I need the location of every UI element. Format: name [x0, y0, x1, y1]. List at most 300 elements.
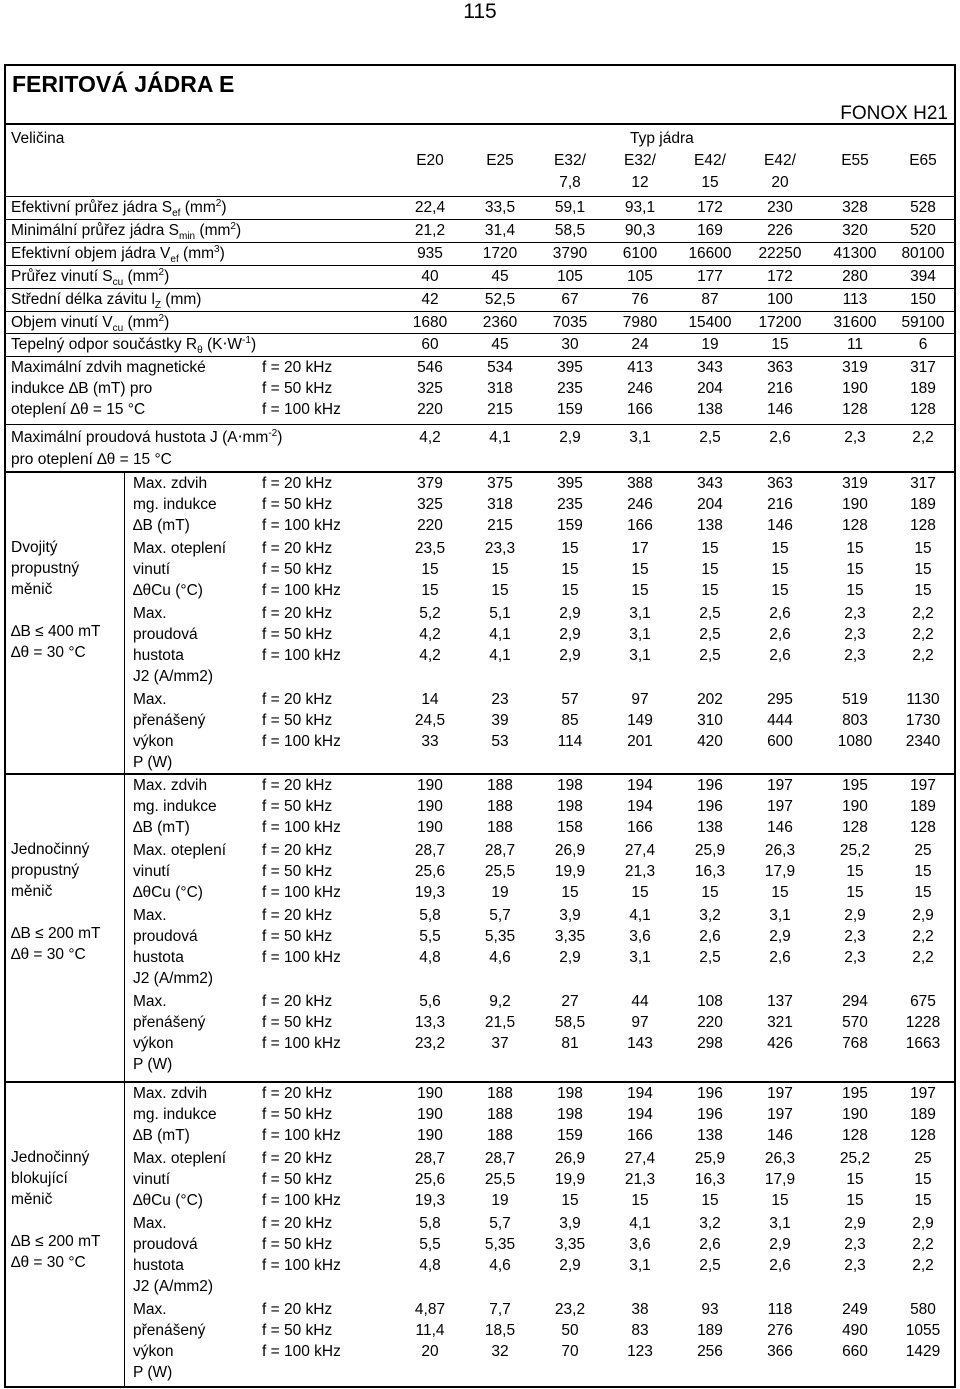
column-header: E65 [909, 152, 937, 169]
value-cell: 317 [910, 475, 936, 492]
value-cell: 166 [627, 517, 653, 534]
frequency-label: f = 50 kHz [262, 1236, 333, 1253]
value-cell: 38 [631, 1301, 649, 1318]
value-cell: 7980 [622, 313, 658, 331]
value-cell: 3,1 [629, 605, 651, 622]
sub-parameter-label: vinutí [133, 863, 171, 880]
converter-name: měnič [11, 1191, 53, 1208]
value-cell: 15 [846, 582, 864, 599]
value-cell: 15 [561, 540, 579, 557]
value-cell: 363 [767, 475, 793, 492]
value-cell: 188 [487, 1127, 513, 1144]
sub-parameter-label: J2 (A/mm2) [133, 668, 214, 685]
value-cell: 294 [842, 993, 868, 1010]
sub-parameter-label: přenášený [133, 712, 206, 729]
value-cell: 2,2 [912, 626, 934, 643]
value-cell: 2,9 [559, 647, 581, 664]
subscript: ef [170, 253, 179, 265]
value-cell: 295 [767, 691, 793, 708]
value-cell: 4,1 [489, 626, 511, 643]
value-cell: 15 [631, 582, 649, 599]
frequency-label: f = 50 kHz [262, 561, 333, 578]
value-cell: 40 [421, 267, 439, 285]
value-cell: 197 [767, 1106, 793, 1123]
value-cell: 310 [697, 712, 723, 729]
value-cell: 57 [561, 691, 579, 708]
value-cell: 15 [914, 1192, 932, 1209]
value-cell: 128 [910, 819, 936, 836]
value-cell: 388 [627, 475, 653, 492]
value-cell: 4,2 [419, 429, 441, 446]
sub-parameter-label: Max. zdvih [133, 475, 208, 492]
frequency-label: f = 50 kHz [262, 1014, 333, 1031]
value-cell: 53 [491, 733, 509, 750]
value-cell: 17,9 [764, 863, 796, 880]
value-cell: 190 [417, 1085, 443, 1102]
subscript: cu [112, 322, 124, 334]
value-cell: 105 [627, 267, 653, 285]
frequency-label: f = 50 kHz [262, 1171, 333, 1188]
value-cell: 18,5 [484, 1322, 516, 1339]
value-cell: 15 [701, 884, 719, 901]
flux-label: indukce ∆B (mT) pro [11, 380, 153, 397]
value-cell: 226 [767, 221, 793, 239]
value-cell: 188 [487, 1106, 513, 1123]
parameter-label [11, 312, 169, 333]
value-cell: 31600 [833, 313, 877, 331]
frequency-label: f = 100 kHz [262, 884, 341, 901]
sub-parameter-label: Max. [133, 605, 167, 622]
value-cell: 15 [701, 582, 719, 599]
value-cell: 520 [910, 221, 936, 239]
value-cell: 28,7 [484, 1150, 516, 1167]
frequency-label: f = 100 kHz [262, 1192, 341, 1209]
value-cell: 194 [627, 1106, 653, 1123]
value-cell: 189 [910, 798, 936, 815]
label-part: ) [277, 429, 283, 446]
value-cell: 25,6 [414, 1171, 446, 1188]
value-cell: 1080 [837, 733, 873, 750]
column-divider [124, 471, 125, 773]
value-cell: 25,9 [694, 842, 726, 859]
sub-parameter-label: proudová [133, 626, 198, 643]
sub-parameter-label: ∆θCu (°C) [133, 1192, 203, 1209]
frequency-label: f = 20 kHz [262, 777, 333, 794]
flux-label: oteplení ∆θ = 15 °C [11, 401, 146, 418]
value-cell: 28,7 [414, 842, 446, 859]
sub-parameter-label: výkon [133, 1035, 174, 1052]
value-cell: 375 [487, 475, 513, 492]
value-cell: 394 [910, 267, 936, 285]
frequency-label: f = 20 kHz [262, 1150, 333, 1167]
value-cell: 5,7 [489, 1215, 511, 1232]
value-cell: 146 [767, 401, 793, 418]
value-cell: 2,5 [699, 626, 721, 643]
sub-parameter-label: Max. [133, 1215, 167, 1232]
value-cell: 16600 [688, 244, 732, 262]
converter-name: Jednočinný [11, 841, 90, 858]
value-cell: 166 [627, 1127, 653, 1144]
value-cell: 2,6 [699, 928, 721, 945]
value-cell: 4,1 [629, 907, 651, 924]
value-cell: 76 [631, 290, 649, 308]
value-cell: 58,5 [554, 1014, 586, 1031]
value-cell: 5,8 [419, 1215, 441, 1232]
subscript: ef [172, 208, 181, 220]
frequency-label: f = 50 kHz [262, 798, 333, 815]
value-cell: 675 [910, 993, 936, 1010]
value-cell: 3,35 [554, 928, 586, 945]
value-cell: 59100 [901, 313, 945, 331]
value-cell: 14 [421, 691, 439, 708]
value-cell: 2,6 [769, 1257, 791, 1274]
sub-parameter-label: výkon [133, 1343, 174, 1360]
value-cell: 19,3 [414, 884, 446, 901]
value-cell: 2,3 [844, 1257, 866, 1274]
value-cell: 395 [557, 359, 583, 376]
value-cell: 118 [767, 1301, 793, 1318]
value-cell: 3,1 [769, 907, 791, 924]
value-cell: 490 [842, 1322, 868, 1339]
value-cell: 2,5 [699, 605, 721, 622]
value-cell: 15 [771, 1192, 789, 1209]
converter-name: Dvojitý [11, 539, 58, 556]
value-cell: 3,2 [699, 907, 721, 924]
value-cell: 328 [842, 199, 868, 216]
label-part: Průřez vinutí S [11, 267, 113, 285]
value-cell: 190 [842, 1106, 868, 1123]
label-part: (mm [123, 313, 159, 331]
label-part: Efektivní objem jádra V [11, 244, 171, 262]
value-cell: 33,5 [484, 199, 516, 216]
value-cell: 15 [561, 561, 579, 578]
value-cell: 220 [697, 1014, 723, 1031]
value-cell: 319 [842, 359, 868, 376]
value-cell: 5,35 [484, 928, 516, 945]
value-cell: 15 [701, 561, 719, 578]
converter-name: ∆θ = 30 °C [11, 1254, 86, 1271]
value-cell: 52,5 [484, 290, 516, 308]
superscript: -1 [242, 335, 251, 347]
value-cell: 363 [767, 359, 793, 376]
value-cell: 3,1 [629, 647, 651, 664]
parameter-label [11, 334, 256, 355]
value-cell: 123 [627, 1343, 653, 1360]
frequency-label: f = 100 kHz [262, 819, 341, 836]
value-cell: 15 [631, 1192, 649, 1209]
value-cell: 138 [697, 517, 723, 534]
value-cell: 97 [631, 1014, 649, 1031]
label-part: ) [164, 313, 170, 331]
column-header: 12 [631, 174, 649, 191]
parameter-label [11, 243, 225, 264]
value-cell: 366 [767, 1343, 793, 1360]
column-header: E20 [416, 152, 444, 169]
value-cell: 190 [842, 798, 868, 815]
sub-parameter-label: ∆B (mT) [133, 819, 190, 836]
sub-parameter-label: vinutí [133, 561, 171, 578]
value-cell: 276 [767, 1322, 793, 1339]
value-cell: 519 [842, 691, 868, 708]
value-cell: 45 [491, 267, 509, 285]
frequency-label: f = 50 kHz [262, 1322, 333, 1339]
value-cell: 19 [491, 1192, 509, 1209]
value-cell: 26,3 [764, 842, 796, 859]
value-cell: 15 [846, 1171, 864, 1188]
value-cell: 128 [910, 517, 936, 534]
column-divider [124, 773, 125, 1081]
value-cell: 4,87 [414, 1301, 446, 1318]
sub-parameter-label: ∆B (mT) [133, 1127, 190, 1144]
value-cell: 189 [910, 380, 936, 397]
value-cell: 198 [557, 1106, 583, 1123]
column-header: E32/ [554, 152, 586, 169]
value-cell: 1429 [905, 1343, 941, 1360]
sub-parameter-label: P (W) [133, 1364, 173, 1381]
converter-name: propustný [11, 560, 80, 577]
value-cell: 3,35 [554, 1236, 586, 1253]
value-cell: 198 [557, 777, 583, 794]
value-cell: 44 [631, 993, 649, 1010]
frequency-label: f = 100 kHz [262, 949, 341, 966]
value-cell: 15 [914, 884, 932, 901]
value-cell: 28,7 [484, 842, 516, 859]
value-cell: 320 [842, 221, 868, 239]
value-cell: 2,2 [912, 605, 934, 622]
column-header: E32/ [624, 152, 656, 169]
value-cell: 25,6 [414, 863, 446, 880]
value-cell: 216 [767, 496, 793, 513]
value-cell: 246 [627, 380, 653, 397]
value-cell: 1730 [905, 712, 941, 729]
value-cell: 3,9 [559, 907, 581, 924]
value-cell: 17 [631, 540, 649, 557]
frequency-label: f = 100 kHz [262, 517, 341, 534]
parameter-label [11, 197, 226, 218]
value-cell: 27 [561, 993, 579, 1010]
value-cell: 108 [697, 993, 723, 1010]
frequency-label: f = 100 kHz [262, 647, 341, 664]
column-header: E25 [486, 152, 514, 169]
value-cell: 444 [767, 712, 793, 729]
value-cell: 2,6 [769, 429, 791, 446]
value-cell: 2340 [905, 733, 941, 750]
value-cell: 2,9 [559, 605, 581, 622]
value-cell: 26,3 [764, 1150, 796, 1167]
value-cell: 2,2 [912, 647, 934, 664]
value-cell: 3,9 [559, 1215, 581, 1232]
value-cell: 114 [557, 733, 583, 750]
value-cell: 1055 [905, 1322, 941, 1339]
value-cell: 33 [421, 733, 439, 750]
value-cell: 105 [557, 267, 583, 285]
superscript: 2 [158, 266, 165, 278]
label-part: ) [219, 244, 225, 262]
value-cell: 41300 [833, 244, 877, 262]
value-cell: 59,1 [554, 199, 586, 216]
value-cell: 149 [627, 712, 653, 729]
value-cell: 15 [421, 582, 439, 599]
sub-parameter-label: přenášený [133, 1014, 206, 1031]
value-cell: 146 [767, 1127, 793, 1144]
value-cell: 5,8 [419, 907, 441, 924]
value-cell: 16,3 [694, 863, 726, 880]
sub-parameter-label: hustota [133, 949, 184, 966]
value-cell: 321 [767, 1014, 793, 1031]
value-cell: 1130 [906, 691, 940, 708]
column-header: 20 [771, 174, 789, 191]
value-cell: 2,9 [912, 907, 934, 924]
value-cell: 230 [767, 199, 793, 216]
column-header: 15 [701, 174, 719, 191]
value-cell: 25 [914, 1150, 932, 1167]
value-cell: 188 [487, 777, 513, 794]
value-cell: 379 [417, 475, 443, 492]
frequency-label: f = 100 kHz [262, 1343, 341, 1360]
row-divider [5, 424, 955, 425]
label-part: (K⋅W [202, 336, 243, 354]
value-cell: 2,9 [769, 928, 791, 945]
quantity-header: Veličina [11, 130, 65, 147]
column-header: E55 [841, 152, 869, 169]
value-cell: 83 [631, 1322, 649, 1339]
frequency-label: f = 20 kHz [262, 475, 333, 492]
value-cell: 15 [561, 1192, 579, 1209]
value-cell: 197 [910, 1085, 936, 1102]
value-cell: 15 [771, 582, 789, 599]
sub-parameter-label: Max. oteplení [133, 540, 227, 557]
value-cell: 220 [417, 517, 443, 534]
value-cell: 3,6 [629, 1236, 651, 1253]
value-cell: 15 [701, 540, 719, 557]
frequency-label: f = 20 kHz [262, 993, 333, 1010]
frequency-label: f = 100 kHz [262, 1257, 341, 1274]
value-cell: 19 [701, 336, 719, 354]
value-cell: 215 [487, 517, 513, 534]
label-part: Minimální průřez jádra S [11, 221, 179, 239]
value-cell: 32 [491, 1343, 509, 1360]
value-cell: 343 [697, 475, 723, 492]
value-cell: 190 [417, 1127, 443, 1144]
value-cell: 58,5 [554, 221, 586, 239]
value-cell: 188 [487, 798, 513, 815]
value-cell: 138 [697, 401, 723, 418]
value-cell: 2360 [482, 313, 518, 331]
value-cell: 169 [697, 221, 723, 239]
value-cell: 319 [842, 475, 868, 492]
value-cell: 177 [697, 267, 723, 285]
value-cell: 31,4 [484, 221, 516, 239]
value-cell: 25,5 [484, 863, 516, 880]
sub-parameter-label: Max. oteplení [133, 842, 227, 859]
value-cell: 546 [417, 359, 443, 376]
value-cell: 5,7 [489, 907, 511, 924]
value-cell: 26,9 [554, 842, 586, 859]
value-cell: 19,3 [414, 1192, 446, 1209]
value-cell: 4,1 [489, 429, 511, 446]
value-cell: 166 [627, 401, 653, 418]
frequency-label: f = 50 kHz [262, 863, 333, 880]
value-cell: 220 [417, 401, 443, 418]
value-cell: 198 [557, 798, 583, 815]
converter-name: ∆B ≤ 200 mT [11, 925, 101, 942]
value-cell: 189 [910, 496, 936, 513]
value-cell: 317 [910, 359, 936, 376]
label-part: ) [235, 221, 242, 239]
sub-parameter-label: hustota [133, 647, 184, 664]
frequency-label: f = 20 kHz [262, 907, 333, 924]
frequency-label: f = 100 kHz [262, 582, 341, 599]
value-cell: 201 [627, 733, 653, 750]
value-cell: 5,6 [419, 993, 441, 1010]
sub-parameter-label: mg. indukce [133, 798, 217, 815]
value-cell: 4,1 [489, 647, 511, 664]
value-cell: 15 [914, 561, 932, 578]
value-cell: 19,9 [554, 863, 586, 880]
value-cell: 93 [701, 1301, 719, 1318]
value-cell: 21,5 [484, 1014, 516, 1031]
value-cell: 13,3 [414, 1014, 446, 1031]
sub-parameter-label: P (W) [133, 754, 173, 771]
value-cell: 21,3 [624, 863, 656, 880]
value-cell: 204 [697, 496, 723, 513]
value-cell: 15 [771, 336, 789, 354]
value-cell: 138 [697, 819, 723, 836]
value-cell: 25,5 [484, 1171, 516, 1188]
value-cell: 600 [767, 733, 793, 750]
current-density-label [11, 427, 282, 448]
frequency-label: f = 100 kHz [262, 401, 341, 418]
value-cell: 146 [767, 819, 793, 836]
value-cell: 15 [771, 540, 789, 557]
parameter-label [11, 266, 169, 287]
value-cell: 11,4 [415, 1322, 445, 1339]
frequency-label: f = 50 kHz [262, 626, 333, 643]
value-cell: 194 [627, 1085, 653, 1102]
value-cell: 413 [627, 359, 653, 376]
sub-parameter-label: přenášený [133, 1322, 206, 1339]
value-cell: 42 [421, 290, 439, 308]
value-cell: 15 [491, 561, 509, 578]
value-cell: 196 [697, 777, 723, 794]
sub-parameter-label: mg. indukce [133, 496, 217, 513]
sub-parameter-label: J2 (A/mm2) [133, 970, 214, 987]
converter-name: měnič [11, 883, 53, 900]
subscript: θ [197, 345, 203, 357]
value-cell: 70 [561, 1343, 579, 1360]
label-part: ) [250, 336, 257, 354]
value-cell: 2,5 [699, 647, 721, 664]
value-cell: 128 [842, 1127, 868, 1144]
subscript: Z [154, 299, 161, 311]
label-part: (mm [178, 244, 215, 262]
value-cell: 5,35 [484, 1236, 516, 1253]
value-cell: 15 [846, 561, 864, 578]
value-cell: 318 [487, 496, 513, 513]
value-cell: 249 [842, 1301, 868, 1318]
value-cell: 935 [417, 244, 443, 262]
value-cell: 4,2 [419, 647, 441, 664]
value-cell: 128 [910, 1127, 936, 1144]
value-cell: 25 [914, 842, 932, 859]
value-cell: 97 [631, 691, 649, 708]
value-cell: 137 [767, 993, 793, 1010]
flux-label: Maximální zdvih magnetické [11, 359, 206, 376]
value-cell: 190 [842, 380, 868, 397]
value-cell: 2,6 [769, 605, 791, 622]
current-density-label-line2: pro oteplení ∆θ = 15 °C [11, 451, 172, 468]
value-cell: 3,1 [629, 626, 651, 643]
